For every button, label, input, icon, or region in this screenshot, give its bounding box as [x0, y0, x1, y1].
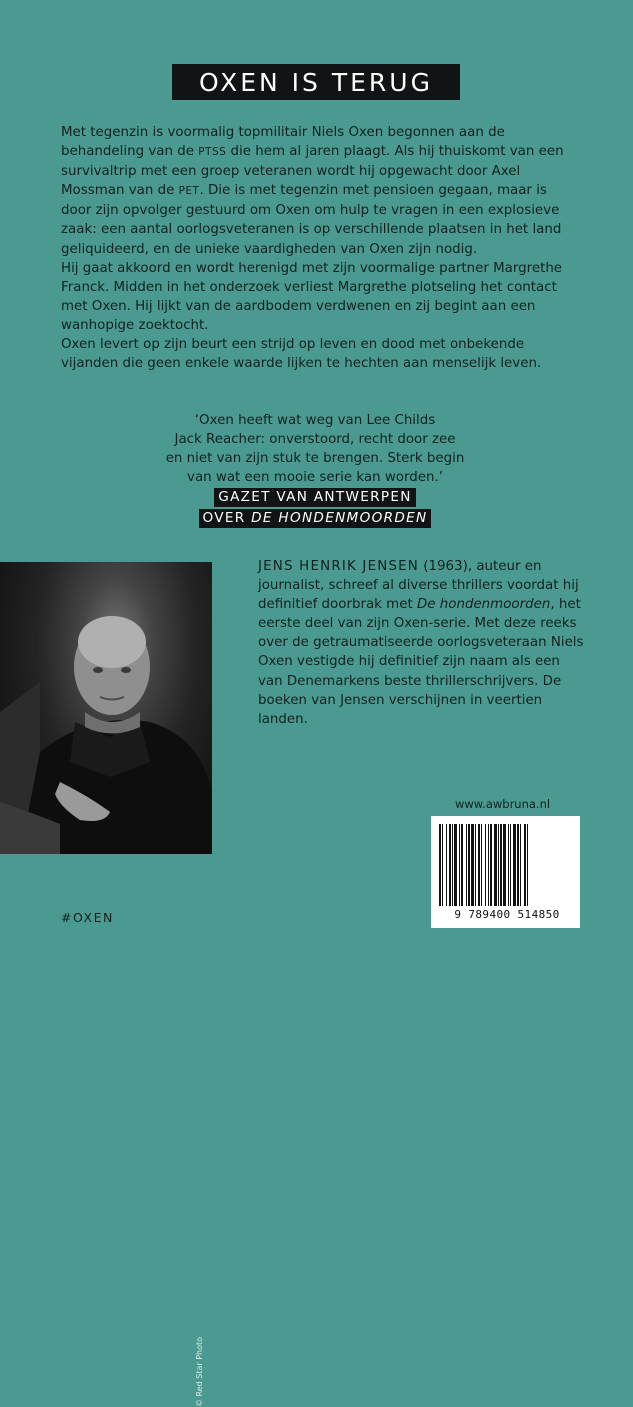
quote-line: Jack Reacher: onverstoord, recht door zee [174, 432, 456, 448]
author-bio-text [258, 557, 588, 729]
barcode-bar [466, 824, 467, 906]
book-title: De hondenmoorden [416, 597, 551, 613]
barcode-bar [510, 824, 511, 906]
quote-source [150, 488, 480, 530]
quote-line: ‘Oxen heeft wat weg van Lee Childs [194, 413, 436, 428]
bio-text: (1963), auteur en journalist, schreef al diverse thrillers voordat hij definitief doorbrak met [258, 559, 579, 613]
barcode-bar [468, 824, 470, 906]
barcode-bar [513, 824, 516, 906]
barcode-bar [485, 824, 486, 906]
barcode-bar [498, 824, 499, 906]
barcode-bar [481, 824, 482, 906]
barcode-bar [517, 824, 519, 906]
blurb-text: die hem al jaren plaagt. Als hij thuiskomt van een survivaltrip met een groep veteranen wordt hij opgewacht door Axel Mossman van de [61, 144, 564, 199]
pet-abbrev: PET [178, 185, 200, 198]
isbn-number: 9 789400 514850 [454, 908, 560, 921]
quote-line: en niet van zijn stuk te brengen. Sterk begin [165, 451, 465, 467]
barcode-bar [454, 824, 457, 906]
barcode-bars [431, 816, 580, 908]
barcode-bar [494, 824, 497, 906]
blurb-paragraph-2: Hij gaat akkoord en wordt herenigd met zijn voormalige partner Margrethe Franck. Midden in het onderzoek verliest Margrethe plotseling het contact met Oxen. Hij lijkt van de aardbodem verdwenen en zij begint aan een wanhopige zoektocht. [61, 260, 563, 333]
blurb-paragraph-3: Oxen levert op zijn beurt een strijd op leven en dood met onbekende vijanden die geen enkele waarde lijken te hechten aan menselijk leven. [61, 337, 542, 372]
blurb-text: . Die is met tegenzin met pensioen gegaan, maar is door zijn opvolger gestuurd om Oxen om hulp te vragen in een explosieve zaak: een aantal oorlogsveteranen is op verschillende plaatsen in het land geliquideerd, en de unieke vaardigheden van Oxen zijn nodig. [61, 183, 562, 257]
author-photo-illustration [0, 562, 212, 854]
barcode-bar [524, 824, 526, 906]
photo-credit: © Red Star Photo [195, 1336, 204, 1407]
barcode-bar [478, 824, 480, 906]
barcode-bar [520, 824, 521, 906]
barcode-bar [527, 824, 528, 906]
barcode-bar [449, 824, 451, 906]
barcode-bar [446, 824, 447, 906]
bio-text: , het eerste deel van zijn Oxen-serie. Met deze reeks over de getraumatiseerde oorlogsveteraan Niels Oxen vestigde hij definitief zijn naam als een van Denemarkens beste thrillerschrijvers. De boeken van Jensen verschijnen in veertien landen. [258, 597, 584, 727]
barcode-bar [488, 824, 489, 906]
barcode-bar [459, 824, 460, 906]
publisher-url[interactable]: www.awbruna.nl [455, 797, 551, 811]
quote-source-book [199, 509, 432, 528]
isbn-barcode [431, 816, 580, 928]
quote-source-publication: GAZET VAN ANTWERPEN [214, 488, 415, 507]
quote-source-prefix: OVER [202, 510, 252, 527]
barcode-bar [500, 824, 502, 906]
hashtag: #OXEN [61, 910, 114, 925]
barcode-bar [503, 824, 506, 906]
title-banner [172, 64, 460, 100]
barcode-bar [490, 824, 492, 906]
barcode-bar [508, 824, 509, 906]
author-name: JENS HENRIK JENSEN [258, 559, 420, 574]
blurb-paragraph-1 [61, 123, 575, 259]
barcode-bar [461, 824, 463, 906]
barcode-bar [475, 824, 476, 906]
blurb-text: Met tegenzin is voormalig topmilitair Niels Oxen begonnen aan de behandeling van de [61, 125, 505, 160]
barcode-bar [471, 824, 474, 906]
quote-source-title: DE HONDENMOORDEN [251, 510, 428, 527]
barcode-bar [442, 824, 443, 906]
blurb [61, 123, 575, 373]
ptss-abbrev: PTSS [198, 146, 227, 159]
barcode-bar [439, 824, 441, 906]
barcode-bar [452, 824, 453, 906]
quote-line: van wat een mooie serie kan worden.’ [187, 470, 443, 486]
author-bio [258, 557, 588, 729]
title-text: OXEN IS TERUG [199, 67, 433, 97]
review-quote [150, 411, 480, 530]
